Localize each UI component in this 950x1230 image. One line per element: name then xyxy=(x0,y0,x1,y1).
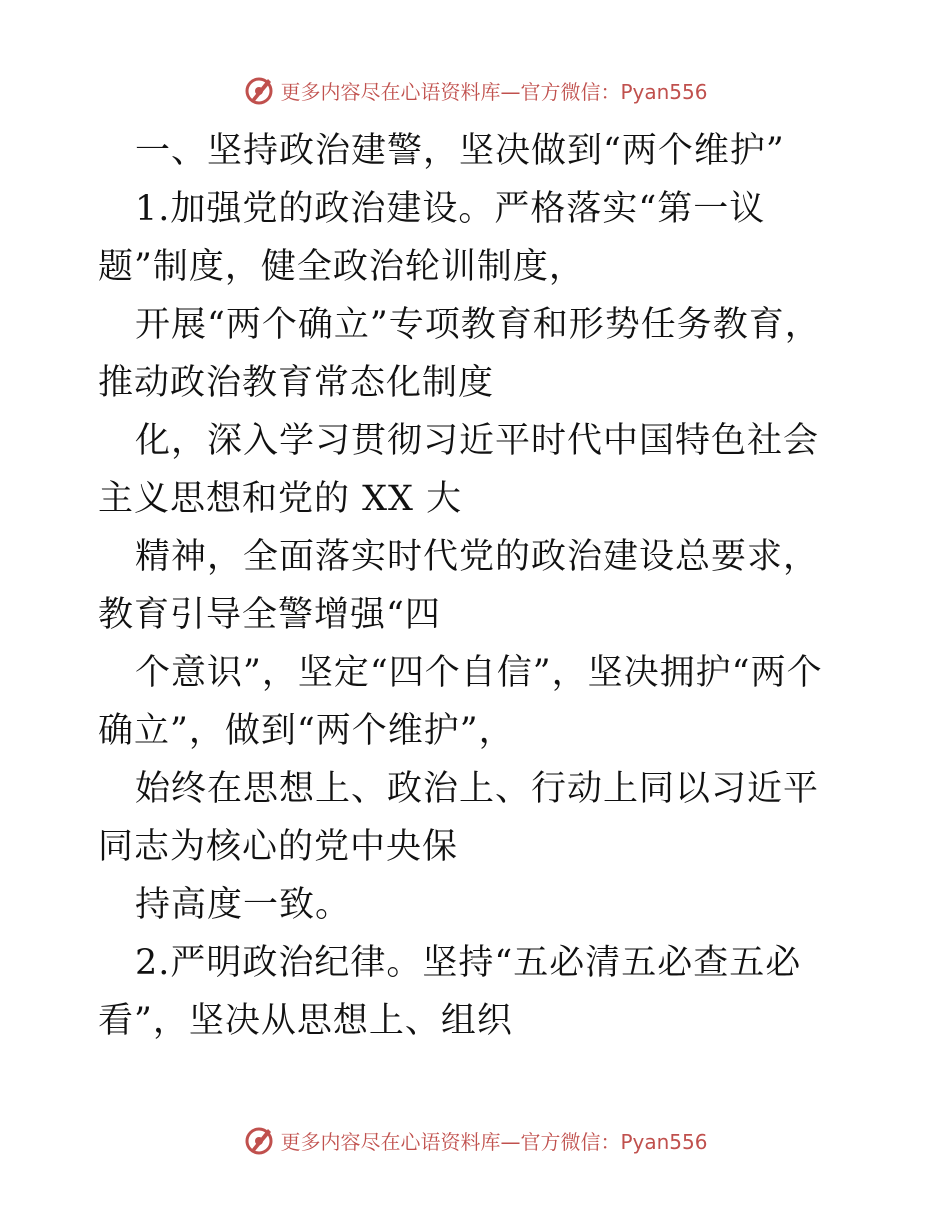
footer-watermark xyxy=(0,1120,950,1160)
header-watermark-text: 更多内容尽在心语资料库—官方微信：Pyan556 xyxy=(280,79,708,104)
document-body xyxy=(98,122,850,1050)
section-heading: 一、坚持政治建警，坚决做到“两个维护” xyxy=(135,131,785,171)
paragraph: 1.加强党的政治建设。严格落实“第一议题”制度，健全政治轮训制度， xyxy=(98,189,766,287)
paragraph: 始终在思想上、政治上、行动上同以习近平同志为核心的党中央保 xyxy=(98,769,820,867)
paragraph: 个意识”，坚定“四个自信”，坚决拥护“两个确立”，做到“两个维护”， xyxy=(98,653,823,751)
quill-seal-icon xyxy=(242,73,276,107)
paragraph: 2.严明政治纪律。坚持“五必清五必查五必看”，坚决从思想上、组织 xyxy=(98,943,802,1041)
quill-seal-icon xyxy=(242,1123,276,1157)
header-watermark xyxy=(0,70,950,110)
paragraph: 化，深入学习贯彻习近平时代中国特色社会主义思想和党的 XX 大 xyxy=(98,421,820,519)
paragraph: 精神，全面落实时代党的政治建设总要求，教育引导全警增强“四 xyxy=(98,537,820,635)
paragraph: 开展“两个确立”专项教育和形势任务教育，推动政治教育常态化制度 xyxy=(98,305,821,403)
footer-watermark-text: 更多内容尽在心语资料库—官方微信：Pyan556 xyxy=(280,1129,708,1154)
paragraph: 持高度一致。 xyxy=(135,885,352,925)
